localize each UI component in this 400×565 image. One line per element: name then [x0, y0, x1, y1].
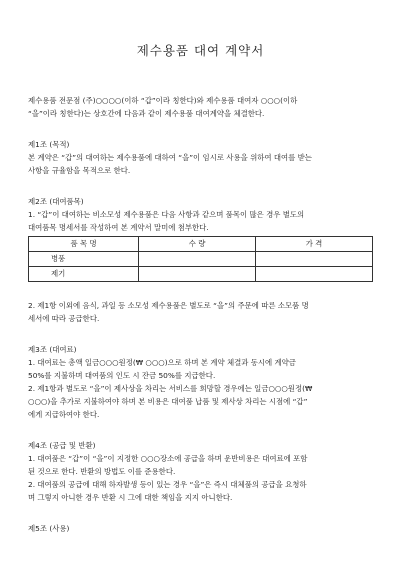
article-line: 1. “갑”이 대여하는 비소모성 제수용품은 다음 사항과 같으며 품목이 많은 경우 별도의: [28, 210, 305, 219]
intro-line: “을”이라 칭한다)는 상호간에 다음과 같이 제수용품 대여계약을 체결한다.: [28, 109, 265, 118]
table-cell: [139, 267, 256, 282]
rental-items-table: [28, 236, 373, 282]
article-line: 에게 지급하여야 한다.: [28, 410, 100, 419]
article-3: [28, 343, 373, 421]
document-title: 제수용품 대여 계약서: [136, 43, 265, 58]
article-4: [28, 439, 373, 504]
article-line: 며 그렇지 아니한 경우 반환 시 그에 대한 책임을 지지 아니한다.: [28, 493, 233, 502]
article-line: 대여품목 명세서를 작성하여 본 계약서 말미에 첨부한다.: [28, 223, 209, 232]
article-5: [28, 522, 373, 535]
article-heading: 제2조 (대여품목): [28, 197, 84, 206]
table-header-cell: 가 격: [256, 237, 373, 252]
article-line: ○○○)을 추가로 지불하여야 하며 본 비용은 대여품 납품 및 제사상 차리는 시점에 “갑”: [28, 397, 308, 406]
intro-line: 제수용품 전문점 (주)○○○○(이하 “갑”이라 칭한다)와 제수용품 대여자 ○○○(이하: [28, 96, 298, 105]
article-line: 50%를 지불하며 대여품의 인도 시 잔금 50%를 지급한다.: [28, 371, 216, 380]
article-heading: 제4조 (공급 및 반환): [28, 441, 96, 450]
table-cell: [139, 252, 256, 267]
table-row: [29, 267, 373, 282]
article-heading: 제1조 (목적): [28, 140, 70, 149]
article-line: 세서에 따라 공급한다.: [28, 314, 100, 323]
article-line: 된 것으로 한다. 반환의 방법도 이를 준용한다.: [28, 467, 176, 476]
table-cell: 제기: [29, 267, 139, 282]
table-header-cell: 수 량: [139, 237, 256, 252]
intro-paragraph: [28, 94, 373, 120]
article-2-clause-2: [28, 299, 373, 325]
article-line: 본 계약은 “갑”의 대여하는 제수용품에 대하여 “을”이 임시로 사용을 위하여 대여를 받는: [28, 153, 312, 162]
table-cell: 병풍: [29, 252, 139, 267]
article-line: 사항을 규율함을 목적으로 한다.: [28, 166, 131, 175]
table-row: [29, 252, 373, 267]
article-heading: 제3조 (대여료): [28, 345, 77, 354]
article-line: 1. 대여료는 총액 일금○○○원정(₩ ○○○)으로 하며 본 계약 체결과 동시에 계약금: [28, 358, 296, 367]
table-header-cell: 품 목 명: [29, 237, 139, 252]
article-line: 1. 대여품은 “갑”이 “을”이 지정한 ○○○장소에 공급을 하며 운반비용은 대여료에 포함: [28, 454, 308, 463]
article-line: 2. 제1항 이외에 음식, 과일 등 소모성 제수용품은 별도로 “을”의 주문에 따른 소모품 명: [28, 301, 309, 310]
article-1: [28, 138, 373, 177]
table-header-row: [29, 237, 373, 252]
article-2: [28, 195, 373, 325]
article-line: 2. 제1항과 별도로 “을”이 제사상을 차리는 서비스를 희망할 경우에는 일금○○○원정(₩: [28, 384, 313, 393]
article-line: 2. 대여품의 공급에 대해 하자발생 등이 있는 경우 “을”은 즉시 대체품의 공급을 요청하: [28, 480, 307, 489]
table-cell: [256, 267, 373, 282]
table-cell: [256, 252, 373, 267]
article-heading: 제5조 (사용): [28, 524, 70, 533]
